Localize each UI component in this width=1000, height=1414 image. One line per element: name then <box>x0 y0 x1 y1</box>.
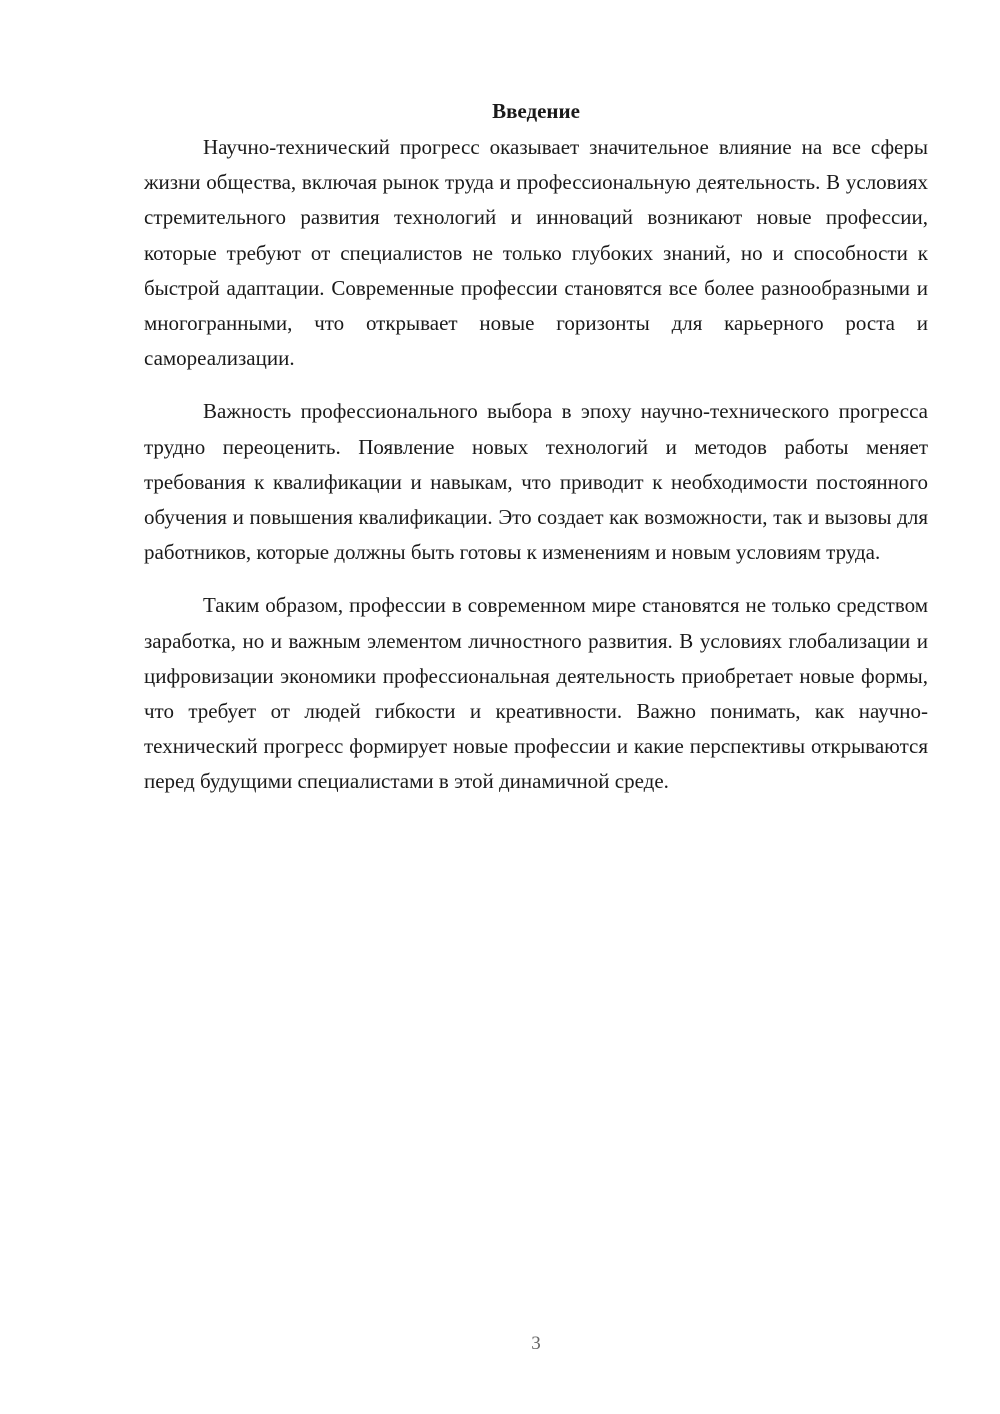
paragraph-3: Таким образом, профессии в современном мире становятся не только средством заработка, но и важным элементом личностного развития. В условиях глобализации и цифровизации экономики профессиональная деятельность приобретает новые формы, что требует от людей гибкости и креативности. Важно понимать, как научно-технический прогресс формирует новые профессии и какие перспективы открываются перед будущими специалистами в этой динамичной среде. <box>144 593 928 794</box>
page-content <box>144 96 928 818</box>
section-heading: Введение <box>492 99 580 123</box>
paragraph-1: Научно-технический прогресс оказывает значительное влияние на все сферы жизни общества, включая рынок труда и профессиональную деятельность. В условиях стремительного развития технологий и инноваций возникают новые профессии, которые требуют от специалистов не только глубоких знаний, но и способности к быстрой адаптации. Современные профессии становятся все более разнообразными и многогранными, что открывает новые горизонты для карьерного роста и самореализации. <box>144 135 928 371</box>
page-number: 3 <box>531 1333 541 1354</box>
paragraph-2: Важность профессионального выбора в эпоху научно-технического прогресса трудно переоценить. Появление новых технологий и методов работы меняет требования к квалификации и навыкам, что приводит к необходимости постоянного обучения и повышения квалификации. Это создает как возможности, так и вызовы для работников, которые должны быть готовы к изменениям и новым условиям труда. <box>144 399 928 565</box>
